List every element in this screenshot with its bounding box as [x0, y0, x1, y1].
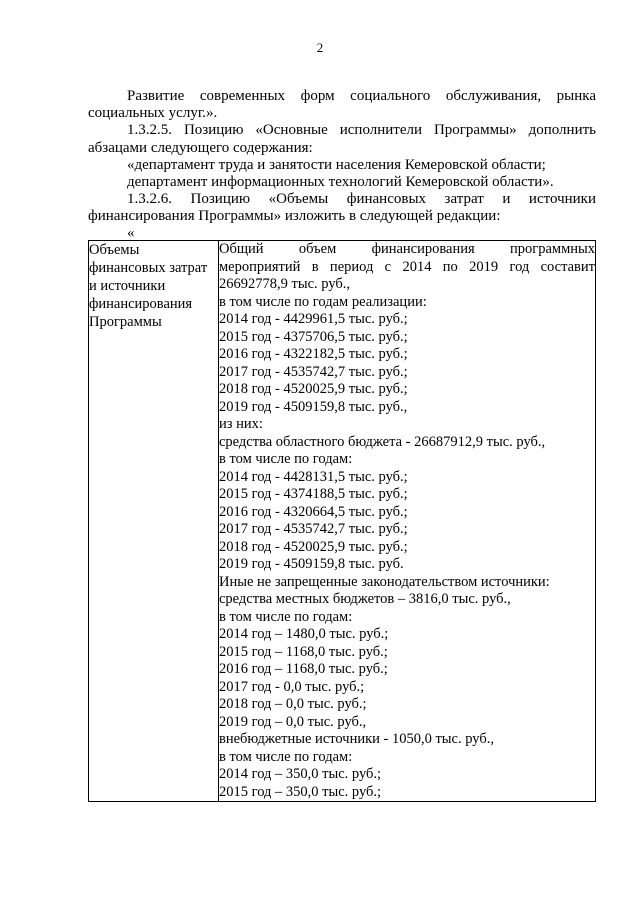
label-line: и источники [89, 278, 166, 294]
content-line: в том числе по годам реализации: [219, 293, 427, 310]
content-line: 2015 год - 4374188,5 тыс. руб.; [219, 486, 408, 502]
item-1-3-2-6-line-2: финансирования Программы» изложить в следующей редакции: [88, 208, 501, 224]
label-line: Объемы [89, 242, 140, 258]
content-line: 2019 год - 4509159,8 тыс. руб., [219, 398, 408, 415]
content-line: 2018 год – 0,0 тыс. руб.; [219, 696, 367, 712]
department-labor: «департамент труда и занятости населения Кемеровской области; [127, 157, 546, 173]
financing-label-cell [89, 241, 219, 802]
item-1-3-2-5-line-2: абзацами следующего содержания: [88, 140, 313, 156]
content-line: Общий объем финансирования программных [219, 241, 595, 257]
content-line: 2016 год – 1168,0 тыс. руб.; [219, 661, 388, 677]
content-line: 2017 год - 4535742,7 тыс. руб.; [219, 521, 408, 537]
intro-line-1: Развитие современных форм социального обслуживания, рынка [127, 88, 596, 104]
item-1-3-2-5-line-1: 1.3.2.5. Позицию «Основные исполнители Программы» дополнить [127, 122, 596, 138]
content-line: 2019 год - 4509159,8 тыс. руб. [219, 556, 404, 572]
content-line: 2014 год - 4429961,5 тыс. руб.; [219, 311, 408, 327]
intro-line-2: социальных услуг.». [88, 105, 218, 121]
content-line: средства областного бюджета - 26687912,9 тыс. руб., [219, 433, 546, 450]
content-line: из них: [219, 416, 263, 432]
content-line: 26692778,9 тыс. руб., [219, 276, 351, 292]
content-line: 2018 год - 4520025,9 тыс. руб.; [219, 538, 408, 555]
content-line: мероприятий в период с 2014 по 2019 год составит [219, 258, 595, 275]
content-line: 2014 год – 350,0 тыс. руб.; [219, 766, 382, 782]
content-line: в том числе по годам: [219, 608, 353, 625]
financing-content-cell [219, 241, 596, 802]
content-line: 2014 год - 4428131,5 тыс. руб.; [219, 468, 408, 485]
financing-table [88, 240, 596, 802]
content-line: 2018 год - 4520025,9 тыс. руб.; [219, 381, 408, 397]
page-number: 2 [316, 40, 324, 55]
label-line: финансирования [89, 296, 193, 312]
label-line: Программы [89, 314, 162, 330]
content-line: 2016 год - 4320664,5 тыс. руб.; [219, 503, 408, 520]
content-line: в том числе по годам: [219, 748, 353, 765]
content-line: внебюджетные источники - 1050,0 тыс. руб., [219, 731, 494, 747]
content-line: 2017 год - 4535742,7 тыс. руб.; [219, 363, 408, 380]
table-row [89, 241, 596, 802]
content-line: Иные не запрещенные законодательством источники: [219, 573, 550, 590]
content-line: 2015 год - 4375706,5 тыс. руб.; [219, 328, 408, 345]
content-line: 2016 год - 4322182,5 тыс. руб.; [219, 346, 408, 362]
content-line: средства местных бюджетов – 3816,0 тыс. руб., [219, 591, 511, 607]
content-line: 2015 год – 1168,0 тыс. руб.; [219, 643, 388, 660]
label-line: финансовых затрат [89, 260, 208, 276]
content-line: 2014 год – 1480,0 тыс. руб.; [219, 626, 389, 642]
opening-quote: « [127, 225, 135, 241]
content-line: 2015 год – 350,0 тыс. руб.; [219, 783, 382, 800]
content-line: 2019 год – 0,0 тыс. руб., [219, 713, 367, 730]
item-1-3-2-6-line-1: 1.3.2.6. Позицию «Объемы финансовых затрат и источники [127, 191, 596, 207]
content-line: 2017 год - 0,0 тыс. руб.; [219, 678, 365, 695]
department-it: департамент информационных технологий Кемеровской области». [127, 174, 554, 190]
content-line: в том числе по годам: [219, 451, 353, 467]
